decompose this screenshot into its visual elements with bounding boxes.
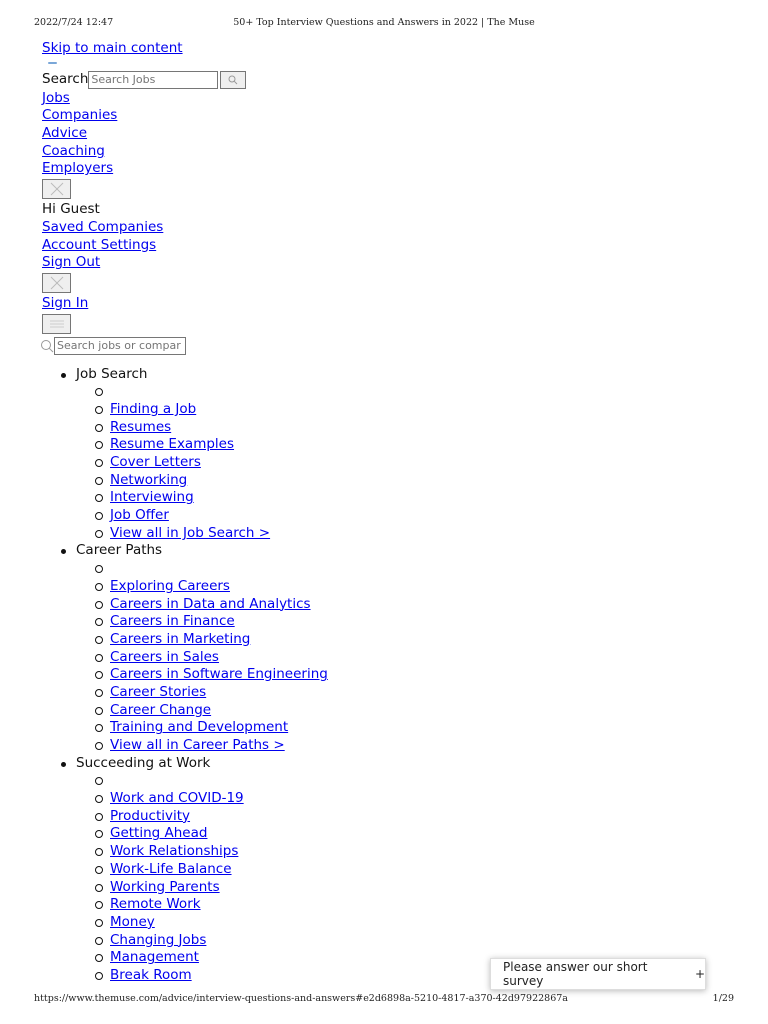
submenu-link[interactable]: Work-Life Balance (110, 860, 232, 877)
list-item (76, 507, 742, 525)
print-date: 2022/7/24 12:47 (34, 17, 114, 28)
skip-to-main-link[interactable]: Skip to main content (42, 40, 183, 56)
list-item (76, 489, 742, 507)
submenu-link[interactable]: Career Change (110, 701, 212, 718)
submenu (76, 560, 742, 755)
close-icon (46, 276, 68, 290)
submenu-link[interactable]: Finding a Job (110, 400, 197, 417)
list-item (76, 383, 742, 401)
submenu-link[interactable]: Getting Ahead (110, 825, 208, 842)
list-item (76, 596, 742, 614)
search-bar (42, 70, 742, 90)
submenu-link[interactable]: Exploring Careers (110, 577, 230, 594)
submenu-link[interactable]: View all in Career Paths > (110, 737, 285, 753)
logo-icon (48, 62, 57, 64)
menu-section-label: Career Paths (76, 542, 742, 560)
submenu-link[interactable]: Management (110, 949, 199, 966)
list-item (76, 737, 742, 755)
close-account-button[interactable] (42, 179, 71, 199)
mobile-search-input[interactable] (54, 337, 186, 355)
submenu-link[interactable]: Work Relationships (110, 843, 239, 860)
sign-in-link[interactable]: Sign In (42, 294, 89, 311)
survey-text: Please answer our short survey (503, 960, 648, 988)
menu-section-succeeding-at-work (42, 755, 742, 985)
submenu-link[interactable]: Career Stories (110, 683, 207, 700)
nav-jobs[interactable]: Jobs (42, 89, 70, 106)
list-item (76, 825, 742, 843)
list-item (76, 914, 742, 932)
menu-button[interactable] (42, 314, 71, 334)
list-item (76, 525, 742, 543)
search-button[interactable] (220, 71, 246, 89)
nav-advice[interactable]: Advice (42, 125, 88, 142)
list-item (76, 613, 742, 631)
plus-icon[interactable]: + (694, 967, 705, 981)
greeting: Hi Guest (42, 201, 100, 218)
list-item (76, 896, 742, 914)
search-label: Search (42, 70, 89, 87)
magnifier-icon (40, 339, 54, 353)
nav-coaching[interactable]: Coaching (42, 142, 105, 159)
list-item (76, 472, 742, 490)
survey-prompt[interactable] (490, 958, 706, 990)
close-menu-button[interactable] (42, 273, 71, 293)
list-item (76, 808, 742, 826)
list-item (76, 719, 742, 737)
search-icon (228, 75, 238, 85)
submenu-link[interactable]: Break Room (110, 966, 192, 983)
list-item (76, 772, 742, 790)
submenu-link[interactable]: Working Parents (110, 878, 220, 895)
nav-companies[interactable]: Companies (42, 107, 118, 124)
page-content (42, 40, 742, 985)
submenu-link[interactable]: Job Offer (110, 507, 169, 524)
menu-section-career-paths (42, 542, 742, 754)
hamburger-icon (46, 317, 68, 331)
submenu-link[interactable]: Resumes (110, 418, 172, 435)
list-item (76, 436, 742, 454)
menu-section-label: Succeeding at Work (76, 755, 742, 773)
submenu-link[interactable]: Money (110, 913, 155, 930)
submenu-link[interactable]: Changing Jobs (110, 931, 207, 948)
account-settings-link[interactable]: Account Settings (42, 236, 157, 253)
list-item (76, 932, 742, 950)
submenu (76, 772, 742, 984)
sign-out-link[interactable]: Sign Out (42, 254, 101, 271)
submenu-link[interactable]: Careers in Sales (110, 648, 219, 665)
list-item (76, 401, 742, 419)
list-item (76, 843, 742, 861)
submenu (76, 383, 742, 542)
saved-companies-link[interactable]: Saved Companies (42, 218, 164, 235)
submenu-link[interactable]: Careers in Software Engineering (110, 666, 328, 683)
submenu-link[interactable]: Training and Development (110, 719, 289, 736)
list-item (76, 560, 742, 578)
list-item (76, 702, 742, 720)
advice-menu (42, 366, 742, 985)
submenu-link[interactable]: Work and COVID-19 (110, 790, 244, 807)
submenu-link[interactable]: Careers in Data and Analytics (110, 595, 311, 612)
submenu-link[interactable]: View all in Job Search > (110, 524, 271, 541)
close-icon (46, 182, 68, 196)
print-header (34, 17, 734, 31)
print-url: https://www.themuse.com/advice/interview-questions-and-answers#e2d6898a-5210-4817-a370-42d97922867a (34, 993, 568, 1004)
list-item (76, 631, 742, 649)
submenu-link[interactable]: Resume Examples (110, 436, 235, 453)
submenu-link[interactable]: Interviewing (110, 489, 194, 506)
submenu-link[interactable]: Networking (110, 471, 188, 488)
submenu-link[interactable]: Productivity (110, 807, 191, 824)
search-input[interactable] (88, 71, 218, 89)
print-title: 50+ Top Interview Questions and Answers in 2022 | The Muse (233, 17, 535, 28)
mobile-search (40, 336, 742, 356)
list-item (76, 861, 742, 879)
list-item (76, 666, 742, 684)
menu-section-label: Job Search (76, 366, 742, 384)
submenu-link[interactable]: Remote Work (110, 896, 201, 913)
list-item (76, 578, 742, 596)
list-item (76, 649, 742, 667)
nav-employers[interactable]: Employers (42, 160, 114, 177)
page-number: 1/29 (712, 993, 734, 1004)
submenu-link[interactable]: Careers in Finance (110, 613, 235, 630)
list-item (76, 419, 742, 437)
list-item (76, 454, 742, 472)
print-footer (34, 993, 734, 1007)
list-item (76, 879, 742, 897)
list-item (76, 684, 742, 702)
submenu-link[interactable]: Cover Letters (110, 454, 201, 470)
list-item (76, 790, 742, 808)
submenu-link[interactable]: Careers in Marketing (110, 630, 251, 647)
menu-section-job-search (42, 366, 742, 543)
